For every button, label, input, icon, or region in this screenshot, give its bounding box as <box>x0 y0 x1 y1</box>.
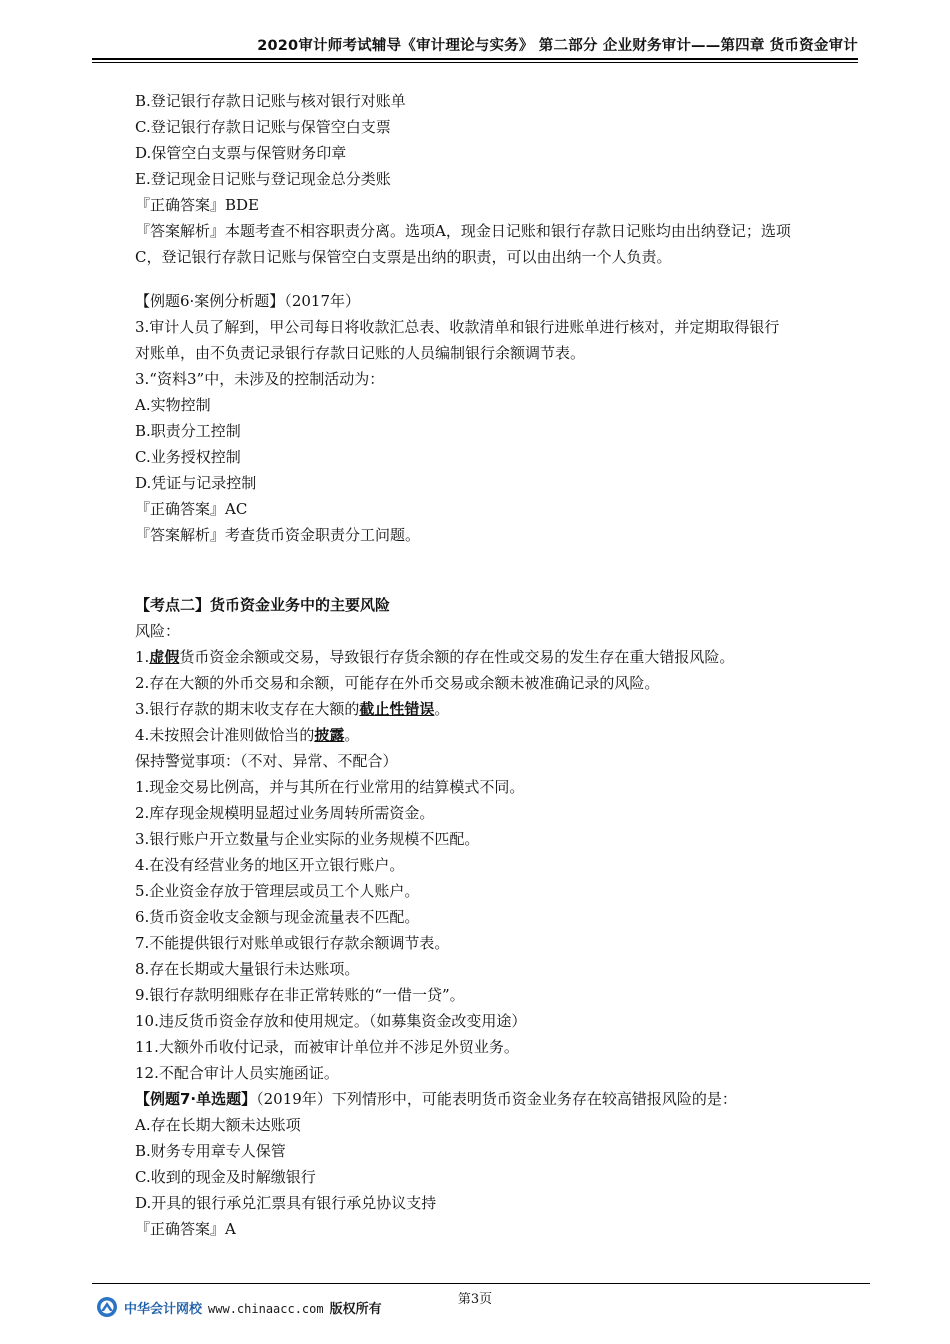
option-e: E.登记现金日记账与登记现金总分类账 <box>135 170 391 188</box>
option-b: B.职责分工控制 <box>135 422 241 440</box>
alert-item: 1.现金交易比例高，并与其所在行业常用的结算模式不同。 <box>135 778 525 796</box>
alert-item: 10.违反货币资金存放和使用规定。（如募集资金改变用途） <box>135 1012 527 1030</box>
example-6-stem-cont: 对账单，由不负责记录银行存款日记账的人员编制银行余额调节表。 <box>135 344 586 362</box>
option-a: A.实物控制 <box>135 396 211 414</box>
footer-rule <box>92 1283 870 1284</box>
answer-analysis: 『答案解析』考查货币资金职责分工问题。 <box>135 526 421 544</box>
alert-item: 7.不能提供银行对账单或银行存款余额调节表。 <box>135 934 450 952</box>
header-rule-thin <box>92 62 858 63</box>
page-number: 第3页 <box>457 1292 493 1307</box>
answer-analysis-cont: C，登记银行存款日记账与保管空白支票是出纳的职责，可以由出纳一个人负责。 <box>135 248 672 266</box>
alert-item: 5.企业资金存放于管理层或员工个人账户。 <box>135 882 420 900</box>
alert-label: 保持警觉事项：（不对、异常、不配合） <box>135 752 398 770</box>
risk-item: 4.未按照会计准则做恰当的披露。 <box>135 726 360 744</box>
correct-answer: 『正确答案』AC <box>135 500 248 518</box>
alert-item: 3.银行账户开立数量与企业实际的业务规模不匹配。 <box>135 830 480 848</box>
correct-answer: 『正确答案』BDE <box>135 196 259 214</box>
footer-brand <box>96 1296 382 1318</box>
option-b: B.财务专用章专人保管 <box>135 1142 286 1160</box>
answer-analysis: 『答案解析』本题考查不相容职责分离。选项A，现金日记账和银行存款日记账均由出纳登记；选项 <box>135 222 791 240</box>
site-url[interactable]: www.chinaacc.com <box>208 1301 324 1316</box>
brand-name: 中华会计网校 <box>124 1301 203 1317</box>
example-6-stem: 3.审计人员了解到，甲公司每日将收款汇总表、收款清单和银行进账单进行核对，并定期取得银行 <box>135 318 780 336</box>
correct-answer: 『正确答案』A <box>135 1220 236 1238</box>
footer-text <box>124 1298 382 1317</box>
alert-item: 8.存在长期或大量银行未达账项。 <box>135 960 360 978</box>
option-d: D.保管空白支票与保管财务印章 <box>135 144 347 162</box>
example-6-question: 3.“资料3”中，未涉及的控制活动为： <box>135 370 385 388</box>
alert-item: 2.库存现金规模明显超过业务周转所需资金。 <box>135 804 435 822</box>
risk-item: 1.虚假货币资金余额或交易，导致银行存货余额的存在性或交易的发生存在重大错报风险。 <box>135 648 735 666</box>
option-c: C.业务授权控制 <box>135 448 241 466</box>
alert-item: 12.不配合审计人员实施函证。 <box>135 1064 339 1082</box>
alert-item: 4.在没有经营业务的地区开立银行账户。 <box>135 856 405 874</box>
option-d: D.开具的银行承兑汇票具有银行承兑协议支持 <box>135 1194 437 1212</box>
alert-item: 6.货币资金收支金额与现金流量表不匹配。 <box>135 908 420 926</box>
chinaacc-logo-icon <box>96 1296 118 1318</box>
copyright: 版权所有 <box>329 1301 382 1317</box>
option-a: A.存在长期大额未达账项 <box>135 1116 301 1134</box>
keyword: 截止性错误 <box>359 700 435 718</box>
risk-item: 2.存在大额的外币交易和余额，可能存在外币交易或余额未被准确记录的风险。 <box>135 674 660 692</box>
option-d: D.凭证与记录控制 <box>135 474 257 492</box>
page-header: 2020审计师考试辅导《审计理论与实务》 第二部分 企业财务审计——第四章 货币资金审计 <box>257 38 858 54</box>
option-c: C.登记银行存款日记账与保管空白支票 <box>135 118 391 136</box>
risk-item: 3.银行存款的期末收支存在大额的截止性错误。 <box>135 700 450 718</box>
alert-item: 11.大额外币收付记录，而被审计单位并不涉足外贸业务。 <box>135 1038 519 1056</box>
example-6-title: 【例题6·案例分析题】（2017年） <box>135 292 360 310</box>
header-rule <box>92 58 858 60</box>
keyword: 披露 <box>314 726 345 744</box>
risk-label: 风险： <box>135 622 181 640</box>
option-c: C.收到的现金及时解缴银行 <box>135 1168 316 1186</box>
alert-item: 9.银行存款明细账存在非正常转账的“一借一贷”。 <box>135 986 465 1004</box>
page-content <box>135 88 855 1242</box>
keyword: 虚假 <box>149 648 180 666</box>
example-7-title: 【例题7·单选题】（2019年）下列情形中，可能表明货币资金业务存在较高错报风险的是： <box>135 1090 737 1108</box>
option-b: B.登记银行存款日记账与核对银行对账单 <box>135 92 406 110</box>
section-title: 【考点二】货币资金业务中的主要风险 <box>135 596 391 614</box>
